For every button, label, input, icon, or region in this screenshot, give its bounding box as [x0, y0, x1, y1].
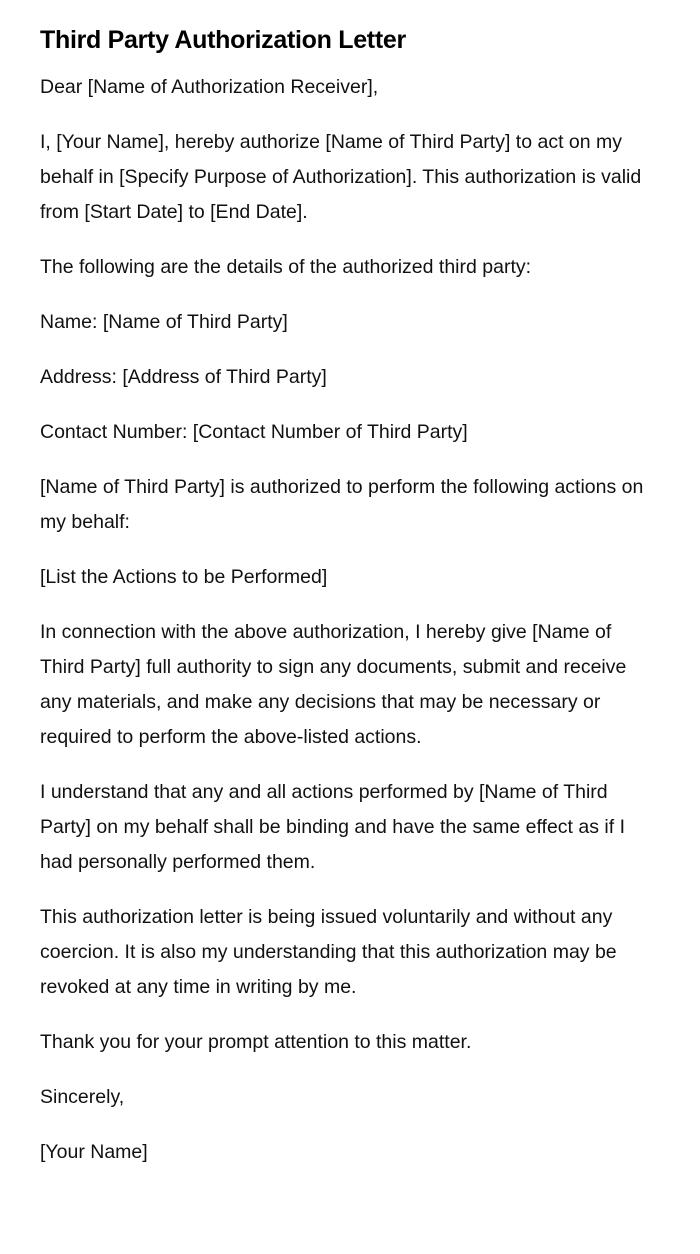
binding-paragraph: I understand that any and all actions performed by [Name of Third Party] on my behalf shall be binding and have the same effect as if I had personally performed them. [40, 781, 625, 873]
authority-paragraph: In connection with the above authorization, I hereby give [Name of Third Party] full authority to sign any documents, submit and receive any materials, and make any decisions that may be necessary or required to perform the above-listed actions. [40, 621, 627, 748]
authorization-statement: I, [Your Name], hereby authorize [Name of Third Party] to act on my behalf in [Specify Purpose of Authorization]. This authorization is valid from [Start Date] to [End Date]. [40, 131, 642, 223]
letter-document [40, 20, 650, 1190]
thank-you-paragraph: Thank you for your prompt attention to this matter. [40, 1031, 472, 1053]
signature-name: [Your Name] [40, 1141, 148, 1163]
third-party-contact: Contact Number: [Contact Number of Third Party] [40, 421, 468, 443]
actions-intro: [Name of Third Party] is authorized to perform the following actions on my behalf: [40, 476, 644, 533]
letter-title: Third Party Authorization Letter [40, 26, 406, 54]
details-intro: The following are the details of the authorized third party: [40, 256, 532, 278]
voluntary-paragraph: This authorization letter is being issued voluntarily and without any coercion. It is also my understanding that this authorization may be revoked at any time in writing by me. [40, 906, 617, 998]
salutation: Dear [Name of Authorization Receiver], [40, 76, 379, 98]
actions-list: [List the Actions to be Performed] [40, 566, 328, 588]
closing: Sincerely, [40, 1086, 125, 1108]
third-party-name: Name: [Name of Third Party] [40, 311, 288, 333]
third-party-address: Address: [Address of Third Party] [40, 366, 327, 388]
